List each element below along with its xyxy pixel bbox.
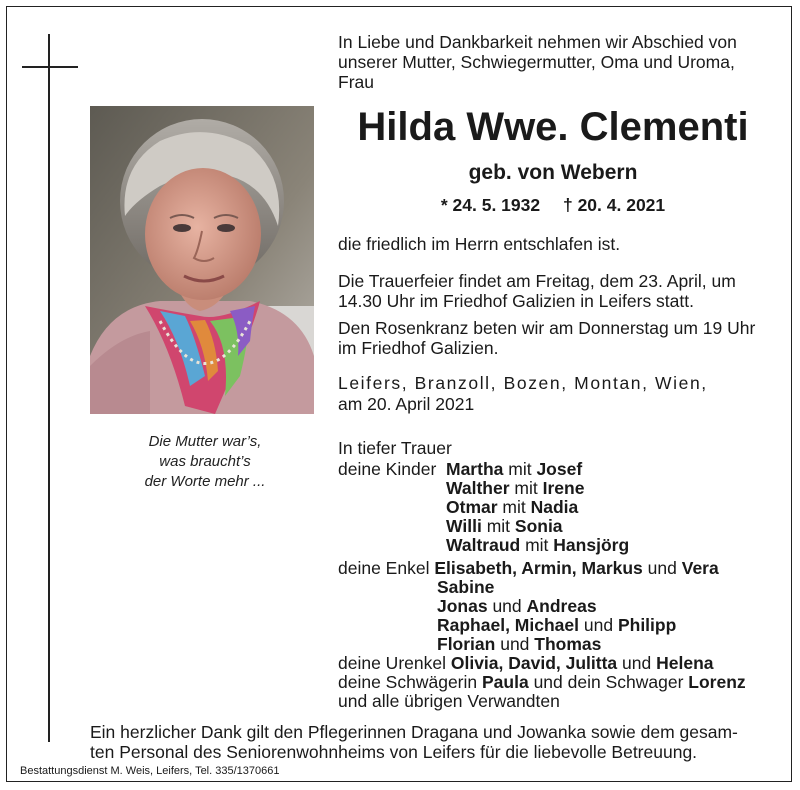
child-row [446, 459, 582, 479]
thanks-line: Ein herzlicher Dank gilt den Pflegerinnen Dragana und Jowanka sowie dem gesam- [90, 722, 738, 742]
rosary-line: im Friedhof Galizien. [338, 338, 499, 358]
grandchild-name: Sabine [437, 577, 495, 597]
birth-name: geb. von Webern [468, 161, 638, 184]
child-row [446, 497, 578, 517]
connector: mit [502, 497, 526, 517]
spouse-name: Irene [542, 478, 585, 498]
grandchild-names: Elisabeth, Armin, Markus [434, 558, 643, 578]
brother-in-law-label: und dein Schwager [533, 672, 684, 692]
grandchildren-row [338, 558, 719, 578]
great-grandchild-name: Helena [656, 653, 714, 673]
rosary-text [338, 318, 755, 358]
portrait-photo [90, 106, 314, 414]
intro-line: Frau [338, 72, 374, 92]
grandchild-name: Thomas [534, 634, 602, 654]
connector: und [583, 615, 614, 635]
funeral-agency: Bestattungsdienst M. Weis, Leifers, Tel. 335/1370661 [20, 765, 280, 777]
child-row [446, 478, 584, 498]
thanks-text [90, 722, 738, 762]
mourners-heading: In tiefer Trauer [338, 438, 452, 458]
connector: und [647, 558, 677, 578]
grandchild-name: Andreas [526, 596, 597, 616]
thanks-line: ten Personal des Seniorenwohnheims von Leifers für die liebevolle Betreuung. [90, 742, 698, 762]
brother-in-law-name: Lorenz [688, 672, 746, 692]
child-name: Otmar [446, 497, 498, 517]
sister-in-law-label: deine Schwägerin [338, 672, 478, 692]
grandchildren-label: deine Enkel [338, 558, 430, 578]
grandchild-name: Florian [437, 634, 496, 654]
grandchild-names: Raphael, Michael [437, 615, 579, 635]
funeral-line: 14.30 Uhr im Friedhof Galizien in Leifers statt. [338, 291, 694, 311]
connector: mit [514, 478, 538, 498]
spouse-name: Sonia [514, 516, 563, 536]
connector: mit [525, 535, 549, 555]
in-laws-row [338, 672, 746, 692]
grandchild-name: Vera [681, 558, 719, 578]
passed-text: die friedlich im Herrn entschlafen ist. [338, 234, 621, 254]
connector: und [500, 634, 530, 654]
death-date: † 20. 4. 2021 [562, 195, 666, 215]
child-name: Waltraud [446, 535, 521, 555]
child-name: Martha [446, 459, 504, 479]
grandchildren-row [437, 634, 601, 654]
child-name: Walther [446, 478, 510, 498]
intro-line: unserer Mutter, Schwiegermutter, Oma und Uroma, [338, 52, 735, 72]
children-label: deine Kinder [338, 459, 437, 479]
child-name: Willi [446, 516, 482, 536]
funeral-line: Die Trauerfeier findet am Freitag, dem 23. April, um [338, 271, 736, 291]
funeral-text [338, 271, 736, 311]
child-row [446, 535, 629, 555]
connector: und [622, 653, 652, 673]
great-grandchildren-label: deine Urenkel [338, 653, 446, 673]
cross-icon-bar [22, 66, 78, 68]
spouse-name: Nadia [530, 497, 579, 517]
spouse-name: Hansjörg [553, 535, 630, 555]
life-dates [338, 194, 768, 216]
other-relatives: und alle übrigen Verwandten [338, 691, 560, 711]
great-grandchildren-row [338, 653, 714, 673]
quote [100, 432, 310, 492]
spouse-name: Josef [536, 459, 583, 479]
intro-text [338, 32, 737, 92]
grandchildren-row [437, 615, 676, 635]
quote-line: der Worte mehr ... [144, 473, 266, 490]
date-text: am 20. April 2021 [338, 394, 475, 414]
place-text: Leifers, Branzoll, Bozen, Montan, Wien, [338, 373, 708, 393]
connector: mit [508, 459, 532, 479]
rosary-line: Den Rosenkranz beten wir am Donnerstag um 19 Uhr [338, 318, 756, 338]
quote-line: was braucht’s [159, 453, 251, 470]
child-row [446, 516, 563, 536]
grandchild-name: Philipp [617, 615, 677, 635]
grandchildren-row [437, 596, 597, 616]
connector: mit [486, 516, 511, 536]
deceased-name: Hilda Wwe. Clementi [357, 105, 749, 149]
birth-date: * 24. 5. 1932 [440, 195, 541, 215]
great-grandchild-names: Olivia, David, Julitta [450, 653, 618, 673]
intro-line: In Liebe und Dankbarkeit nehmen wir Abschied von [338, 32, 737, 52]
sister-in-law-name: Paula [482, 672, 529, 692]
quote-line: Die Mutter war’s, [148, 433, 262, 450]
connector: und [492, 596, 522, 616]
grandchild-name: Jonas [437, 596, 488, 616]
cross-icon [48, 34, 50, 742]
